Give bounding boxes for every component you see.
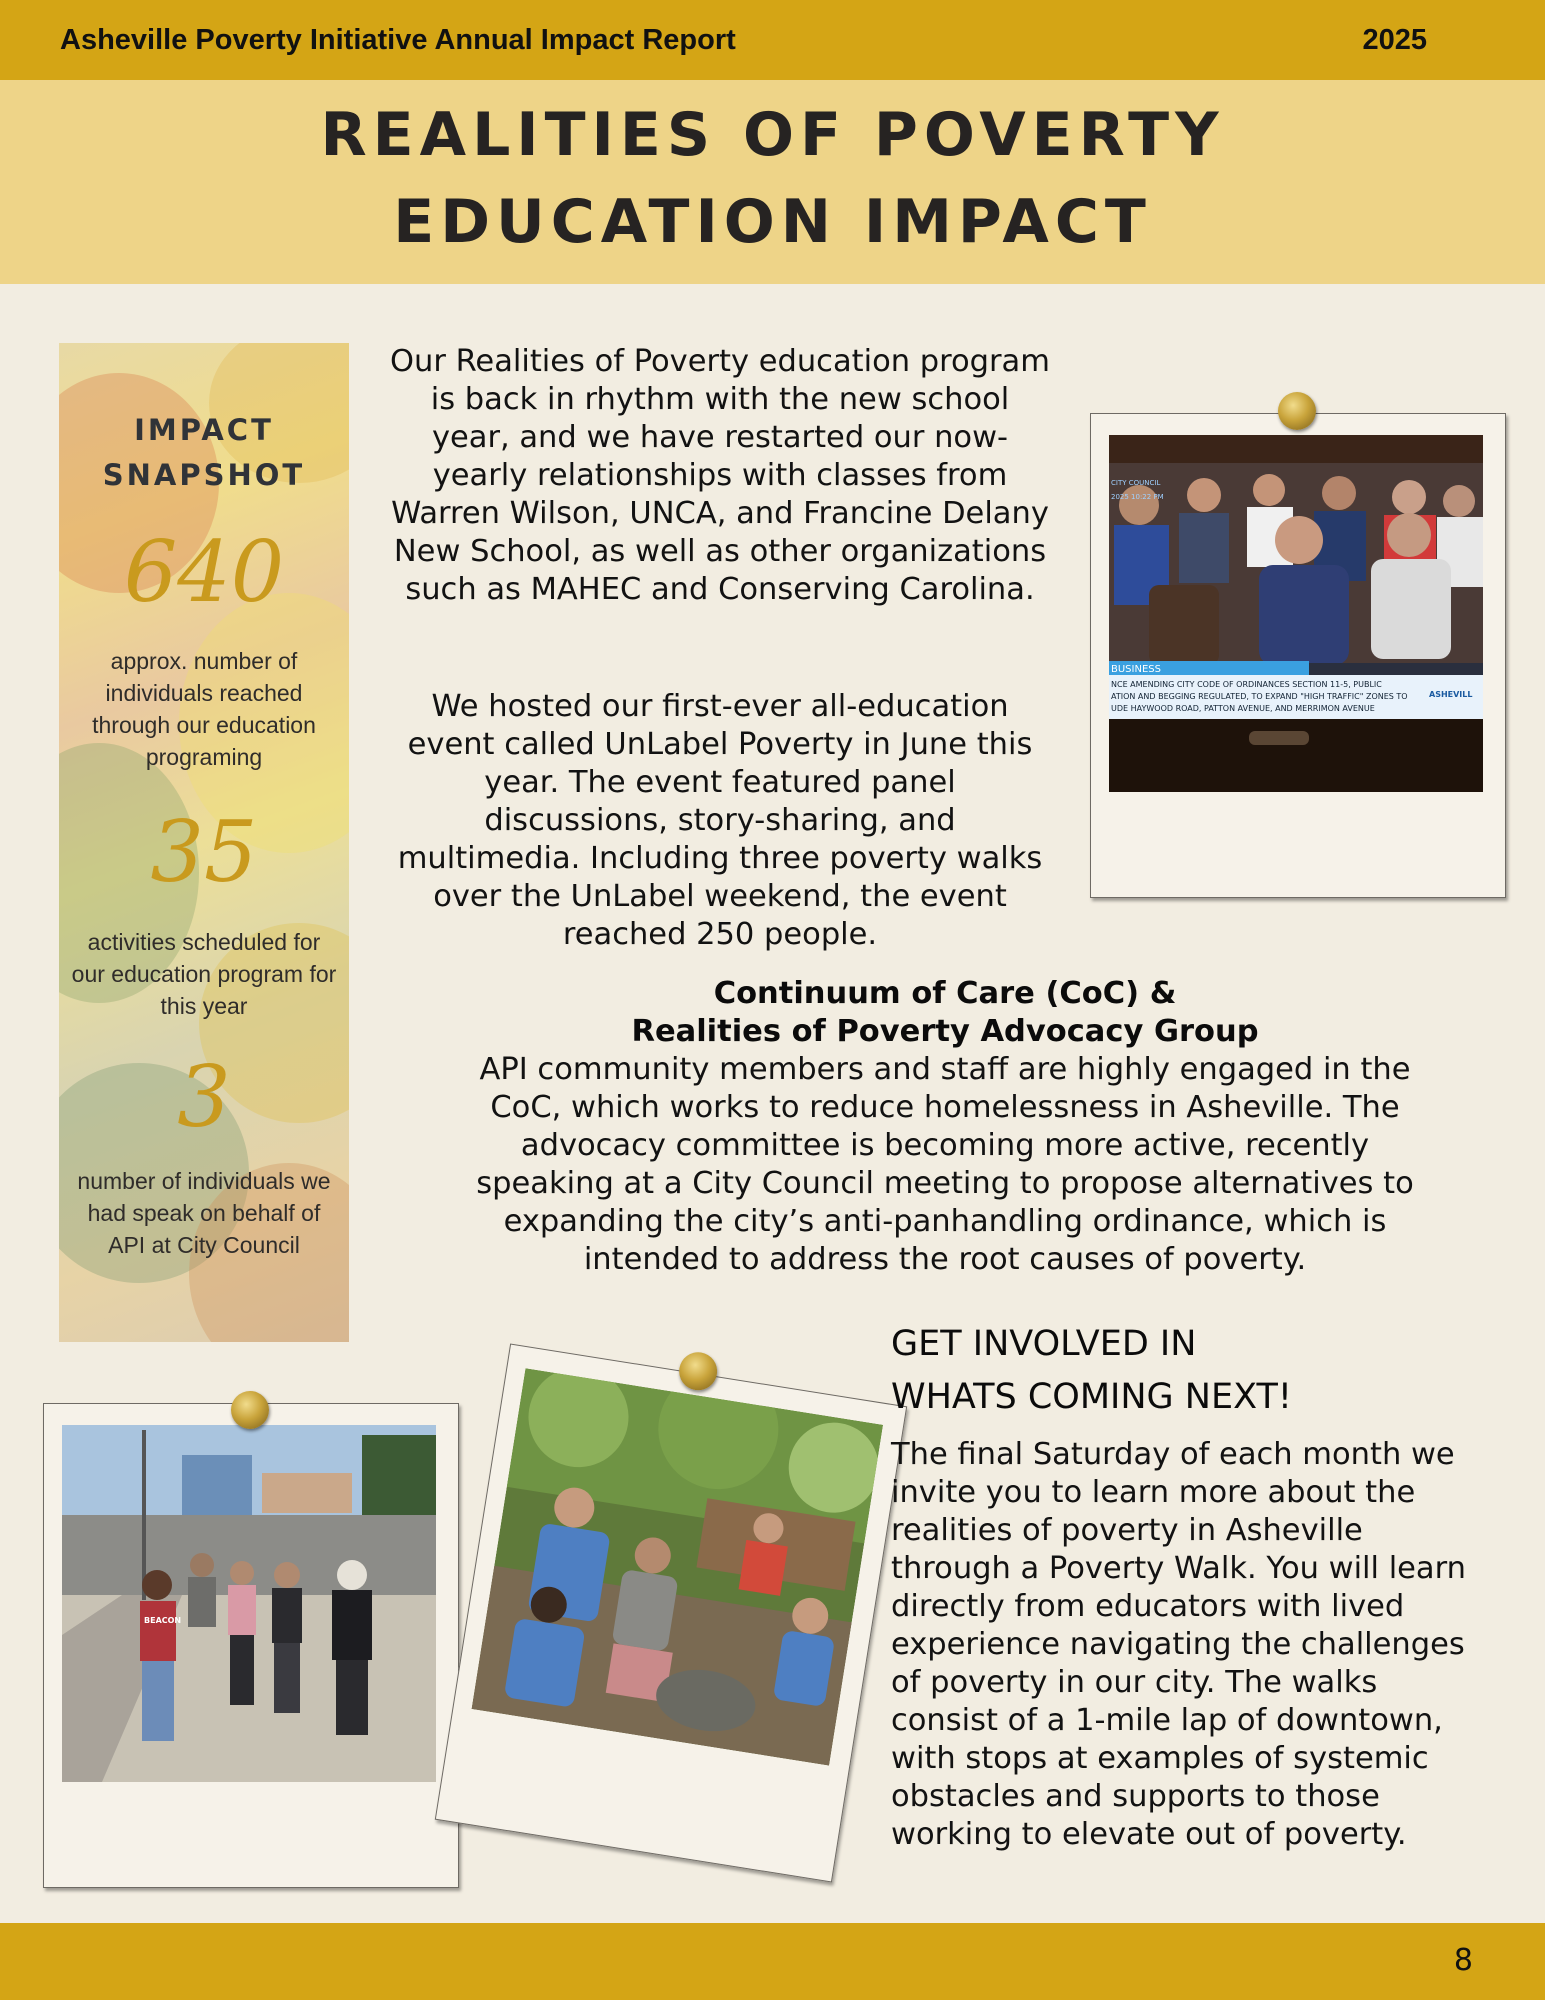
tv-caption-tag: BUSINESS xyxy=(1111,664,1161,675)
thumbtack-pin-icon xyxy=(676,1350,719,1393)
poverty-walk-image xyxy=(62,1425,436,1782)
get-involved-heading xyxy=(891,1318,1491,1424)
stat-value: 35 xyxy=(150,803,258,901)
stat-caption: number of individuals we had speak on behalf of API at City Council xyxy=(77,1168,331,1258)
footer-bar xyxy=(0,1923,1545,2000)
get-involved-line2: WHATS COMING NEXT! xyxy=(891,1377,1292,1417)
discussion-image xyxy=(472,1368,884,1765)
stat-value: 640 xyxy=(123,523,285,621)
thumbtack-pin-icon xyxy=(1278,392,1316,430)
poverty-walk-photo xyxy=(62,1425,436,1782)
tv-caption-line: NCE AMENDING CITY CODE OF ORDINANCES SECTION 11-5, PUBLIC xyxy=(1111,680,1382,689)
coc-paragraph: API community members and staff are highly engaged in the CoC, which works to reduce homelessness in Asheville. The advocacy committee is becoming more active, recently speaking at a City Council meeting to propose alternatives to expanding the city’s anti-panhandling ordinance, which is intended to address the root causes of poverty. xyxy=(476,1052,1414,1277)
council-photo-polaroid xyxy=(1090,413,1506,898)
shirt-text: BEACON xyxy=(144,1616,182,1625)
discussion-photo xyxy=(472,1368,884,1765)
intro-paragraph: Our Realities of Poverty education program is back in rhythm with the new school year, and we have restarted our now-yearly relationships with classes from Warren Wilson, UNCA, and Francine Delany New School, as well as other organizations such as MAHEC and Conserving Carolina. xyxy=(390,344,1050,607)
header-bar xyxy=(0,0,1545,80)
poverty-walk-polaroid xyxy=(43,1403,459,1888)
tv-corner-label: CITY COUNCIL xyxy=(1111,479,1161,487)
get-involved-paragraph: The final Saturday of each month we invite you to learn more about the realities of poverty in Asheville through a Poverty Walk. You will learn directly from educators with lived experience navigating the challenges of poverty in our city. The walks consist of a 1-mile lap of downtown, with stops at examples of systemic obstacles and supports to those working to elevate out of poverty. xyxy=(891,1437,1466,1852)
report-title: Asheville Poverty Initiative Annual Impact Report xyxy=(60,24,736,56)
coc-heading xyxy=(470,975,1420,1051)
discussion-polaroid xyxy=(435,1344,907,1883)
coc-heading-line1: Continuum of Care (CoC) & xyxy=(713,976,1177,1011)
tv-caption-line: UDE HAYWOOD ROAD, PATTON AVENUE, AND MERRIMON AVENUE xyxy=(1111,704,1375,713)
snapshot-title-line1: IMPACT xyxy=(134,413,274,447)
stat-caption: activities scheduled for our education program for this year xyxy=(71,929,337,1019)
stat-value: 3 xyxy=(177,1048,231,1146)
tv-corner-time: 2025 10:22 PM xyxy=(1111,493,1164,501)
tv-city-logo: ASHEVILL xyxy=(1429,690,1473,699)
page-number: 8 xyxy=(1453,1943,1473,1978)
snapshot-title-line2: SNAPSHOT xyxy=(102,458,306,492)
page-title-line1: REALITIES OF POVERTY xyxy=(320,100,1225,170)
council-meeting-image xyxy=(1109,435,1483,792)
stat-caption: approx. number of individuals reached through our education programing xyxy=(92,648,316,770)
report-year: 2025 xyxy=(1362,24,1427,56)
page-title-line2: EDUCATION IMPACT xyxy=(393,187,1152,257)
impact-snapshot-panel xyxy=(59,343,349,1342)
get-involved-line1: GET INVOLVED IN xyxy=(891,1324,1197,1364)
coc-heading-line2: Realities of Poverty Advocacy Group xyxy=(631,1014,1259,1049)
unlabel-paragraph: We hosted our first-ever all-education event called UnLabel Poverty in June this year. The event featured panel discussions, story-sharing, and multimedia. Including three poverty walks over the UnLabel weekend, the event reached 250 people. xyxy=(397,689,1043,952)
thumbtack-pin-icon xyxy=(231,1391,269,1429)
title-band xyxy=(0,80,1545,284)
tv-caption-line: ATION AND BEGGING REGULATED, TO EXPAND "HIGH TRAFFIC" ZONES TO xyxy=(1111,692,1408,701)
council-meeting-photo xyxy=(1109,435,1483,792)
